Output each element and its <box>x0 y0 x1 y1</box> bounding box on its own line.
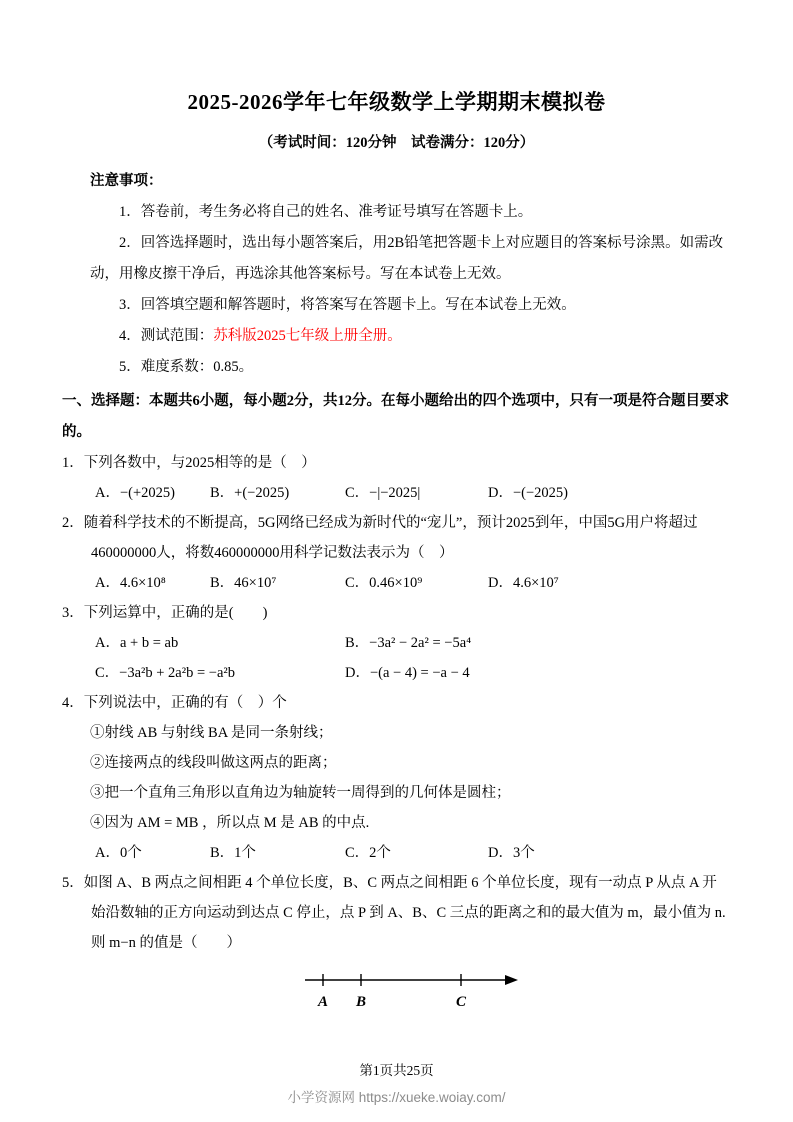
arrow-right-icon <box>505 975 518 985</box>
question-3 <box>62 598 731 688</box>
exam-info-line: （考试时间：120分钟 试卷满分：120分） <box>258 135 535 151</box>
option-d: D．3个 <box>488 845 535 861</box>
statement-2: ②连接两点的线段叫做这两点的距离； <box>90 755 337 771</box>
section-1-heading: 一、选择题：本题共6小题，每小题2分，共12分。在每小题给出的四个选项中，只有一项是符合题目要求的。 <box>62 393 729 440</box>
option-a: A．a + b = ab <box>95 635 179 651</box>
point-label-a: A <box>317 994 329 1010</box>
notice-heading: 注意事项： <box>90 173 163 189</box>
option-c: C．−3a²b + 2a²b = −a²b <box>95 665 235 681</box>
option-d: D．−(a − 4) = −a − 4 <box>345 665 470 681</box>
notice-item-4-test-scope: 苏科版2025七年级上册全册。 <box>213 328 402 344</box>
notice-item-1: 1．答卷前，考生务必将自己的姓名、准考证号填写在答题卡上。 <box>119 204 533 220</box>
question-5 <box>62 868 731 1020</box>
option-b: B．−3a² − 2a² = −5a⁴ <box>345 635 472 651</box>
question-4 <box>62 688 731 868</box>
option-c: C．2个 <box>345 845 391 861</box>
option-c: C．−|−2025| <box>345 485 421 501</box>
question-4-options <box>62 838 731 868</box>
page-footer <box>0 1062 793 1106</box>
option-a: A．−(+2025) <box>95 485 175 501</box>
notice-item-4 <box>90 321 731 352</box>
notice-item-4-prefix: 4．测试范围： <box>119 328 214 344</box>
statement-4: ④因为 AM = MB ，所以点 M 是 AB 的中点. <box>90 815 370 831</box>
question-4-statements <box>62 718 731 838</box>
page-title: 2025-2026学年七年级数学上学期期末模拟卷 <box>187 90 606 114</box>
page-number: 第1页共25页 <box>359 1063 434 1078</box>
question-2-options <box>62 568 731 598</box>
option-b: B．1个 <box>210 845 256 861</box>
option-d: D．4.6×10⁷ <box>488 575 559 591</box>
point-label-b: B <box>355 994 367 1010</box>
notice-item-2: 2．回答选择题时，选出每小题答案后，用2B铅笔把答题卡上对应题目的答案标号涂黑。如需改动，用橡皮擦干净后，再选涂其他答案标号。写在本试卷上无效。 <box>90 235 724 282</box>
option-a: A．4.6×10⁸ <box>95 575 166 591</box>
question-3-options-row-1 <box>62 628 731 658</box>
notice-item-5: 5．难度系数：0.85。 <box>119 359 254 375</box>
number-line-svg <box>305 968 520 1018</box>
question-4-stem: 4．下列说法中，正确的有（ ）个 <box>62 695 287 711</box>
question-3-options-row-2 <box>62 658 731 688</box>
question-2 <box>62 508 731 598</box>
question-2-stem: 2．随着科学技术的不断提高，5G网络已经成为新时代的“宠儿”，预计2025到年，中国5G用户将超过460000000人，将数460000000用科学记数法表示为（ ） <box>62 515 698 561</box>
option-b: B．+(−2025) <box>210 485 290 501</box>
point-label-c: C <box>455 994 467 1010</box>
question-1-stem: 1．下列各数中，与2025相等的是（ ） <box>62 455 316 471</box>
option-c: C．0.46×10⁹ <box>345 575 423 591</box>
option-a: A．0个 <box>95 845 142 861</box>
option-b: B．46×10⁷ <box>210 575 277 591</box>
number-line-figure <box>305 968 731 1020</box>
question-3-stem: 3．下列运算中，正确的是( ) <box>62 605 268 621</box>
question-1 <box>62 448 731 508</box>
statement-3: ③把一个直角三角形以直角边为轴旋转一周得到的几何体是圆柱； <box>90 785 511 801</box>
question-5-stem: 5．如图 A、B 两点之间相距 4 个单位长度，B、C 两点之间相距 6 个单位长度，现有一动点 P 从点 A 开始沿数轴的正方向运动到达点 C 停止，点 P 到 A、B、C 三点的距离之和的最大值为 m，最小值为 n. 则 m−n 的值是（ ） <box>62 875 726 951</box>
notice-section <box>90 166 731 383</box>
site-attribution: 小学资源网 https://xueke.woiay.com/ <box>287 1090 506 1105</box>
question-1-options <box>62 478 731 508</box>
option-d: D．−(−2025) <box>488 485 568 501</box>
notice-item-3: 3．回答填空题和解答题时，将答案写在答题卡上。写在本试卷上无效。 <box>119 297 576 313</box>
statement-1: ①射线 AB 与射线 BA 是同一条射线； <box>90 725 333 741</box>
